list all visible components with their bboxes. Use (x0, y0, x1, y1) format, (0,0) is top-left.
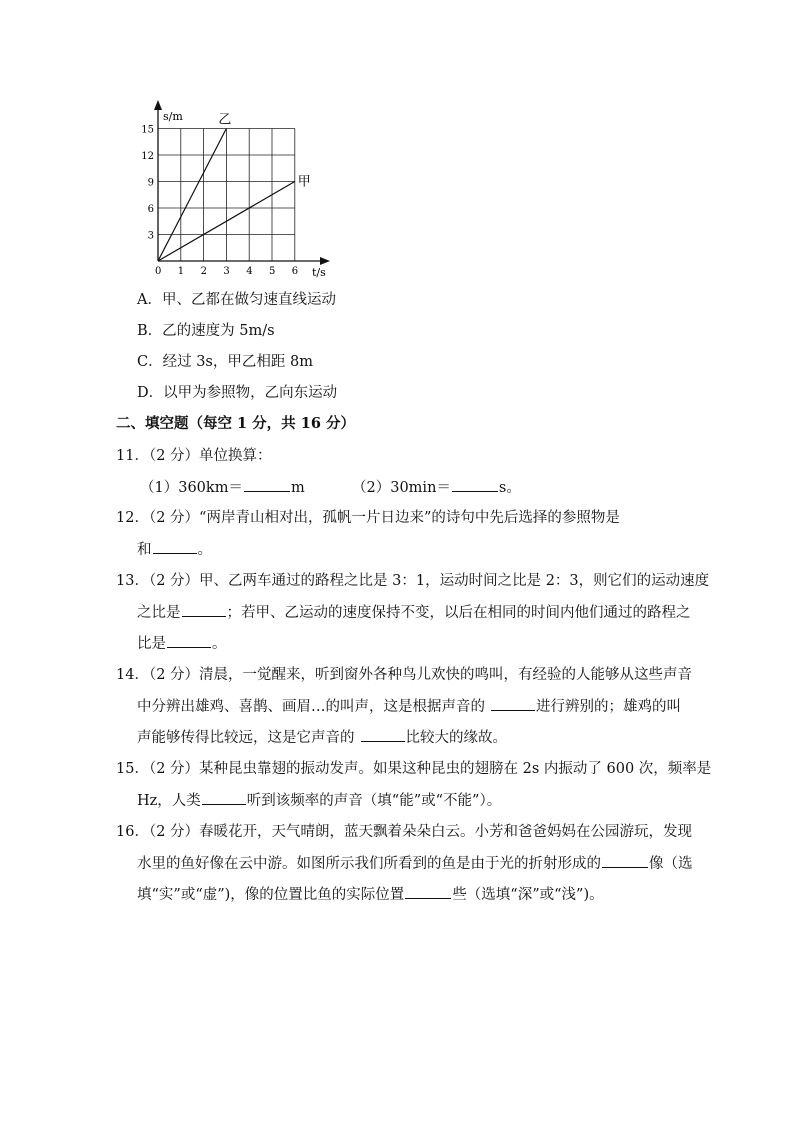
y-tick-label: 12 (141, 151, 154, 162)
y-tick-label: 3 (147, 230, 154, 242)
answer-blank[interactable] (452, 477, 498, 492)
question-14-line3: 声能够传得比较远，这是它声音的 比较大的缘故。 (137, 727, 507, 748)
question-12-line1: 12．（2 分）“两岸青山相对出，孤帆一片日边来”的诗句中先后选择的参照物是 (116, 510, 620, 526)
question-15-line2: Hz，人类 听到该频率的声音（填“能”或“不能”）。 (137, 790, 501, 811)
x-tick-label: 1 (177, 266, 185, 277)
question-13-line2: 之比是 ；若甲、乙运动的速度保持不变，以后在相同的时间内他们通过的路程之 (137, 602, 691, 623)
y-axis-arrow (154, 100, 162, 110)
s-t-graph (140, 98, 340, 283)
question-11-part2: （2）30min＝ s。 (352, 477, 521, 498)
option-a: A．甲、乙都在做匀速直线运动 (137, 292, 336, 308)
question-11-part1: （1）360km＝ m (140, 477, 305, 498)
answer-blank[interactable] (602, 853, 648, 868)
answer-blank[interactable] (202, 790, 246, 805)
chart-grid (158, 129, 295, 262)
x-axis-arrow (320, 257, 330, 265)
question-16-line1: 16．（2 分）春暖花开，天气晴朗，蓝天飘着朵朵白云。小芳和爸爸妈妈在公园游玩，发现 (116, 824, 693, 840)
question-16-line3: 填“实”或“虚”)，像的位置比鱼的实际位置 些（选填“深”或“浅”)。 (137, 884, 604, 905)
x-tick-label: 6 (291, 266, 299, 277)
option-d: D．以甲为参照物，乙向东运动 (137, 385, 338, 401)
question-16-line2: 水里的鱼好像在云中游。如图所示我们所看到的鱼是由于光的折射形成的 像（选 (137, 853, 693, 874)
answer-blank[interactable] (153, 539, 197, 554)
option-c: C．经过 3s，甲乙相距 8m (137, 354, 313, 370)
answer-blank[interactable] (244, 477, 290, 492)
series-label-yi: 乙 (218, 112, 232, 128)
answer-blank[interactable] (182, 602, 226, 617)
series-label-jia: 甲 (297, 174, 311, 190)
x-tick-label: 4 (246, 266, 253, 277)
y-tick-label: 9 (147, 177, 154, 189)
x-tick-label: 0 (155, 266, 162, 277)
question-11-stem: 11．（2 分）单位换算： (116, 448, 272, 464)
question-12-line2: 和 。 (137, 539, 212, 560)
answer-blank[interactable] (167, 633, 211, 648)
section-title: 二、填空题（每空 1 分，共 16 分） (116, 415, 355, 432)
question-13-line1: 13．（2 分）甲、乙两车通过的路程之比是 3：1，运动时间之比是 2：3，则它们的运动速度 (116, 573, 710, 589)
answer-blank[interactable] (361, 727, 405, 742)
answer-blank[interactable] (405, 884, 451, 899)
x-tick-label: 5 (269, 266, 276, 277)
y-tick-label: 15 (141, 124, 154, 136)
question-13-line3: 比是 。 (137, 633, 227, 654)
question-15-line1: 15．（2 分）某种昆虫靠翅的振动发声。如果这种昆虫的翅膀在 2s 内振动了 600 次，频率是 (116, 761, 712, 777)
y-axis-label: s/m (163, 110, 183, 123)
question-14-line2: 中分辨出雄鸡、喜鹊、画眉…的叫声，这是根据声音的 进行辨别的；雄鸡的叫 (137, 696, 681, 717)
x-tick-label: 2 (200, 266, 207, 277)
y-tick-label: 6 (147, 204, 154, 215)
x-axis-label: t/s (312, 266, 326, 279)
x-tick-label: 3 (223, 266, 230, 277)
option-b: B．乙的速度为 5m/s (137, 323, 275, 339)
answer-blank[interactable] (491, 696, 535, 711)
question-14-line1: 14．（2 分）清晨，一觉醒来，听到窗外各种鸟儿欢快的鸣叫，有经验的人能够从这些声音 (116, 667, 693, 683)
